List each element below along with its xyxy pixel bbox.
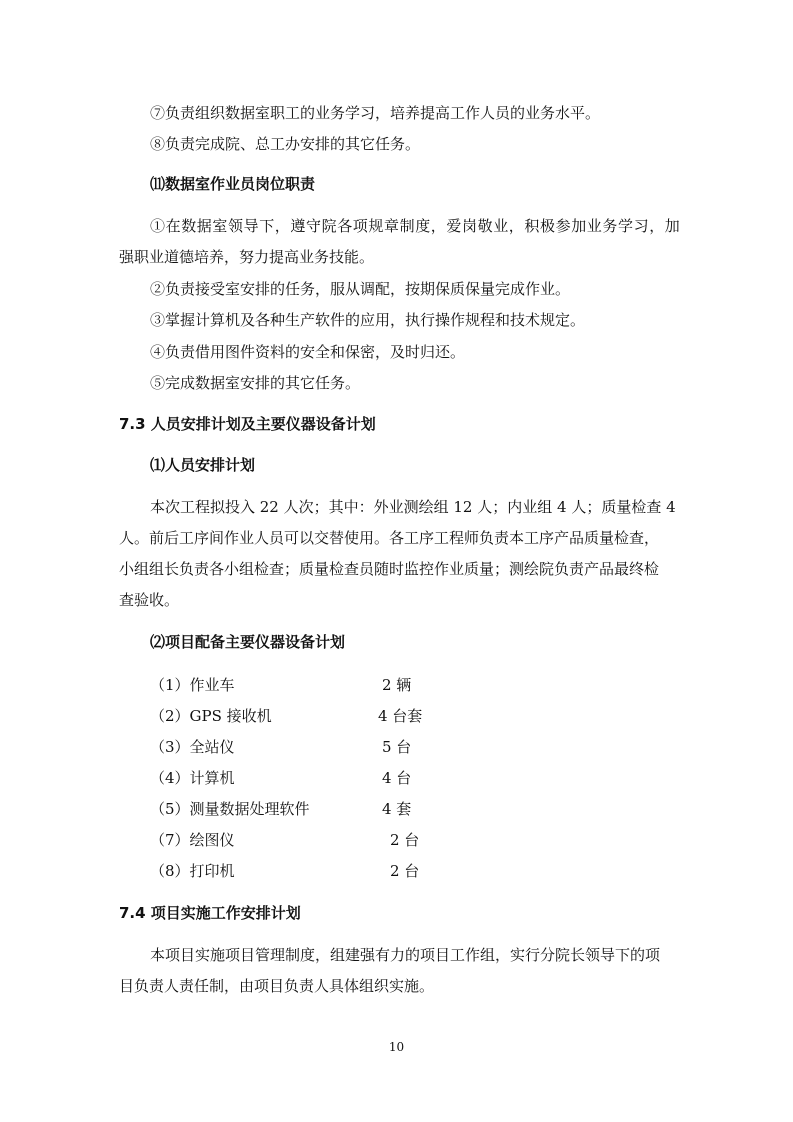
- equipment-label: （4）计算机: [150, 769, 235, 787]
- equipment-label: （3）全站仪: [150, 738, 235, 756]
- equipment-heading: ⑵项目配备主要仪器设备计划: [150, 633, 346, 651]
- operator-duty-4: ④负责借用图件资料的安全和保密，及时归还。: [150, 343, 466, 361]
- equipment-label: （1）作业车: [150, 676, 235, 694]
- equipment-label: （7）绘图仪: [150, 831, 235, 849]
- page-number: 10: [388, 1040, 405, 1054]
- operator-duty-1-cont: 强职业道德培养，努力提高业务技能。: [119, 248, 375, 266]
- equipment-quantity: 2 台: [390, 862, 420, 880]
- staffing-line-1: 本次工程拟投入 22 人次；其中：外业测绘组 12 人；内业组 4 人；质量检查 4: [150, 498, 676, 516]
- section-7-4-heading: 7.4 项目实施工作安排计划: [119, 904, 301, 922]
- equipment-quantity: 2 台: [390, 831, 420, 849]
- equipment-label: （5）测量数据处理软件: [150, 800, 310, 818]
- equipment-quantity: 4 套: [382, 800, 412, 818]
- operator-duty-5: ⑤完成数据室安排的其它任务。: [150, 374, 361, 392]
- equipment-quantity: 2 辆: [382, 676, 412, 694]
- staffing-line-3: 小组组长负责各小组检查；质量检查员随时监控作业质量；测绘院负责产品最终检: [119, 560, 660, 578]
- operator-duty-2: ②负责接受室安排的任务，服从调配，按期保质保量完成作业。: [150, 280, 571, 298]
- section-7-3-heading: 7.3 人员安排计划及主要仪器设备计划: [119, 415, 376, 433]
- implementation-line-1: 本项目实施项目管理制度，组建强有力的项目工作组，实行分院长领导下的项: [150, 946, 661, 964]
- section-11-heading: ⑾数据室作业员岗位职责: [150, 175, 316, 193]
- operator-duty-3: ③掌握计算机及各种生产软件的应用，执行操作规程和技术规定。: [150, 311, 586, 329]
- equipment-quantity: 4 台: [382, 769, 412, 787]
- implementation-line-2: 目负责人责任制，由项目负责人具体组织实施。: [119, 977, 435, 995]
- equipment-label: （2）GPS 接收机: [150, 707, 272, 725]
- staffing-line-4: 查验收。: [119, 591, 180, 609]
- equipment-quantity: 4 台套: [378, 707, 423, 725]
- operator-duty-1: ①在数据室领导下，遵守院各项规章制度，爱岗敬业，积极参加业务学习，加: [150, 217, 681, 235]
- staffing-heading: ⑴人员安排计划: [150, 456, 256, 474]
- equipment-quantity: 5 台: [382, 738, 412, 756]
- staffing-line-2: 人。前后工序间作业人员可以交替使用。各工序工程师负责本工序产品质量检查，: [119, 529, 660, 547]
- equipment-label: （8）打印机: [150, 862, 235, 880]
- duty-8: ⑧负责完成院、总工办安排的其它任务。: [150, 135, 421, 153]
- duty-7: ⑦负责组织数据室职工的业务学习，培养提高工作人员的业务水平。: [150, 104, 601, 122]
